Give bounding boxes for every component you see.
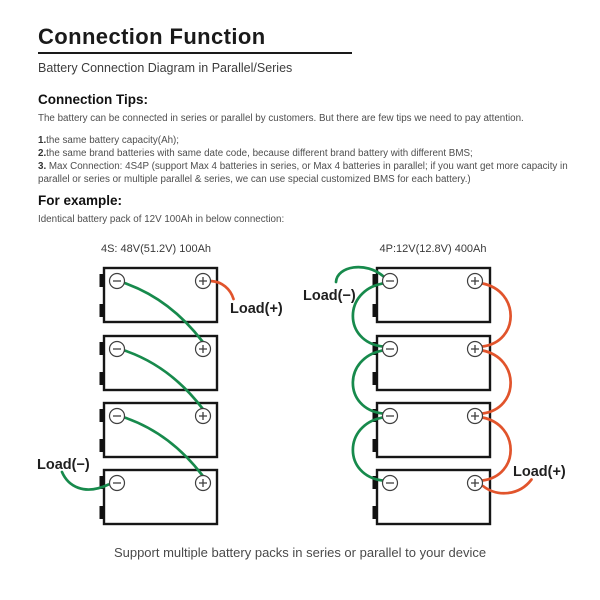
tip-number: 2. (38, 148, 47, 159)
tips-intro: The battery can be connected in series or parallel by customers. But there are few tips we need to pay attention. (38, 113, 524, 124)
plus-terminal-icon (196, 409, 211, 424)
minus-terminal-icon (110, 274, 125, 289)
plus-terminal-icon (468, 342, 483, 357)
minus-terminal-icon (110, 476, 125, 491)
tip-number: 1. (38, 135, 47, 146)
bottom-caption: Support multiple battery packs in series or parallel to your device (113, 545, 487, 560)
minus-terminal-icon (383, 342, 398, 357)
tip-text: the same battery capacity(Ah); (46, 135, 180, 146)
page-title: Connection Function (38, 24, 266, 49)
series-load-positive-label: Load(+) (230, 301, 283, 317)
plus-terminal-icon (196, 274, 211, 289)
minus-terminal-icon (383, 476, 398, 491)
tip-text: the same brand batteries with same date code, because different brand battery with different BMS; (46, 148, 473, 159)
tip-number: 3. (38, 161, 47, 172)
series-load-negative-label: Load(−) (37, 457, 90, 473)
plus-terminal-icon (196, 342, 211, 357)
plus-terminal-icon (468, 409, 483, 424)
tips-heading: Connection Tips: (38, 92, 148, 107)
parallel-load-negative-label: Load(−) (303, 288, 356, 304)
plus-terminal-icon (468, 274, 483, 289)
parallel-diagram-label: 4P:12V(12.8V) 400Ah (379, 243, 487, 255)
example-heading: For example: (38, 193, 123, 208)
example-text: Identical battery pack of 12V 100Ah in below connection: (38, 214, 285, 225)
tip-text: Max Connection: 4S4P (support Max 4 batteries in series, or Max 4 batteries in parallel; if you want get more capacity in parallel or series or multiple parallel & series, we can use special customized BMS for each battery.) (38, 161, 568, 185)
page-subtitle: Battery Connection Diagram in Parallel/Series (38, 61, 293, 75)
minus-terminal-icon (110, 409, 125, 424)
minus-terminal-icon (383, 409, 398, 424)
plus-terminal-icon (196, 476, 211, 491)
minus-terminal-icon (383, 274, 398, 289)
parallel-load-positive-label: Load(+) (513, 464, 566, 480)
plus-terminal-icon (468, 476, 483, 491)
series-diagram-label: 4S: 48V(51.2V) 100Ah (100, 243, 212, 255)
minus-terminal-icon (110, 342, 125, 357)
